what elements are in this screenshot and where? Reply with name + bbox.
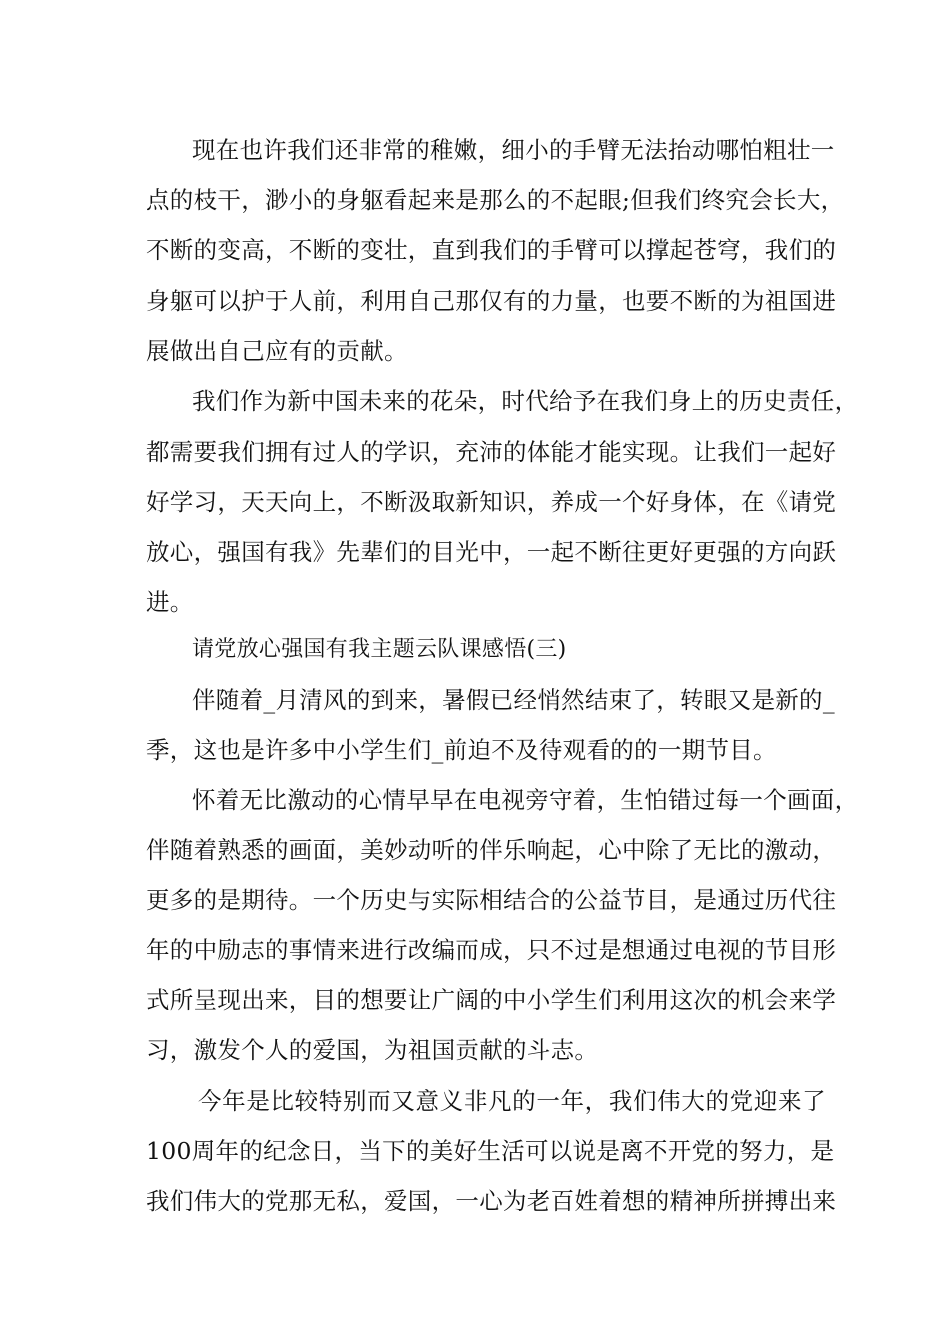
paragraph-line: 不断的变高，不断的变壮，直到我们的手臂可以撑起苍穹，我们的 (146, 236, 837, 264)
paragraph-line: 都需要我们拥有过人的学识，充沛的体能才能实现。让我们一起好 (146, 438, 837, 466)
paragraph-line: 身躯可以护于人前，利用自己那仅有的力量，也要不断的为祖国进 (146, 287, 837, 315)
paragraph-line: 怀着无比激动的心情早早在电视旁守着，生怕错过每一个画面， (192, 786, 859, 814)
paragraph-line: 更多的是期待。一个历史与实际相结合的公益节目，是通过历代往 (146, 886, 837, 914)
section-heading: 请党放心强国有我主题云队课感悟(三) (192, 637, 567, 662)
paragraph-line: 习，激发个人的爱国，为祖国贡献的斗志。 (146, 1036, 599, 1064)
paragraph-line: 我们作为新中国未来的花朵，时代给予在我们身上的历史责任， (192, 387, 859, 415)
paragraph-line: 进。 (146, 588, 194, 616)
paragraph-line: 伴随着_月清风的到来，暑假已经悄然结束了，转眼又是新的_ (192, 686, 835, 714)
paragraph-line: 式所呈现出来，目的想要让广阔的中小学生们利用这次的机会来学 (146, 986, 837, 1014)
paragraph-line: 点的枝干，渺小的身躯看起来是那么的不起眼;但我们终究会长大， (146, 186, 845, 214)
paragraph-line: 伴随着熟悉的画面，美妙动听的伴乐响起，心中除了无比的激动， (146, 836, 837, 864)
paragraph-line: 现在也许我们还非常的稚嫩，细小的手臂无法抬动哪怕粗壮一 (192, 136, 835, 164)
paragraph-line: 100周年的纪念日，当下的美好生活可以说是离不开党的努力，是 (146, 1137, 835, 1165)
paragraph-line: 今年是比较特别而又意义非凡的一年，我们伟大的党迎来了 (198, 1087, 826, 1115)
paragraph-line: 年的中励志的事情来进行改编而成，只不过是想通过电视的节目形 (146, 936, 837, 964)
paragraph-line: 我们伟大的党那无私，爱国，一心为老百姓着想的精神所拼搏出来 (146, 1187, 837, 1215)
paragraph-line: 好学习，天天向上，不断汲取新知识，养成一个好身体，在《请党 (146, 488, 837, 516)
paragraph-line: 放心，强国有我》先辈们的目光中，一起不断往更好更强的方向跃 (146, 538, 837, 566)
paragraph-line: 季，这也是许多中小学生们_前迫不及待观看的的一期节目。 (146, 736, 777, 764)
paragraph-line: 展做出自己应有的贡献。 (146, 337, 408, 365)
